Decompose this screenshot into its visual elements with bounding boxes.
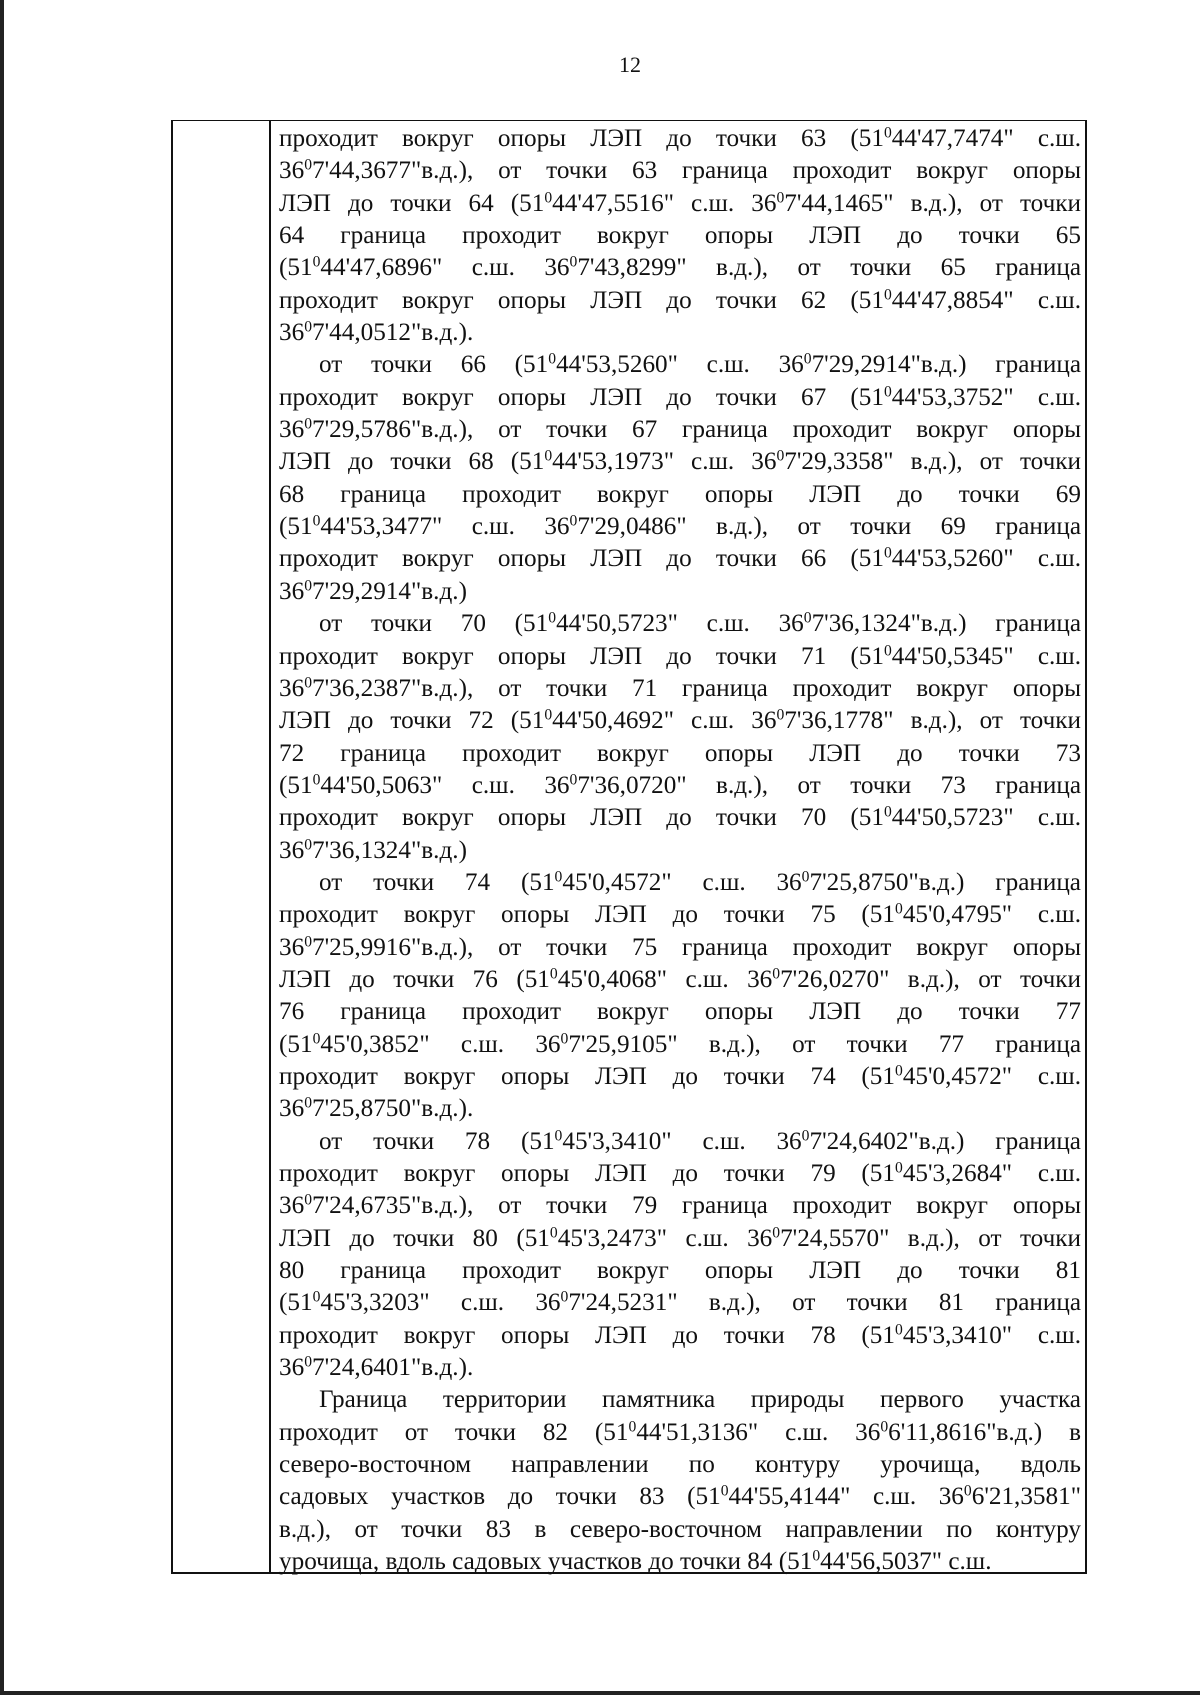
text-line: проходит вокруг опоры ЛЭП до точки 79 ($51^045'3,2684$" с.ш. bbox=[279, 1159, 1081, 1187]
text-line: от точки 66 ($51^044'53,5260$" с.ш. $36^07'29,2914"в.д$.) граница bbox=[319, 350, 1081, 379]
text-line: ($51^045'3,3203$" с.ш. $36^07'24,5231$" в.д.), от точки 81 граница bbox=[279, 1288, 1081, 1317]
text-line: от точки 78 ($51^045'3,3410$" с.ш. $36^07'24,6402"в.д$.) граница bbox=[319, 1127, 1081, 1155]
text-line: ЛЭП до точки 64 ($51^044'47,5516$" с.ш. $36^07'44,1465$" в.д.), от точки bbox=[279, 189, 1081, 217]
text-line: $36^07'44,0512"в.д$.). bbox=[279, 318, 474, 347]
text-line: урочища, вдоль садовых участков до точки 84 ($51^044'56,5037$" с.ш. bbox=[279, 1547, 992, 1576]
text-line: 64 граница проходит вокруг опоры ЛЭП до точки 65 bbox=[279, 222, 1081, 250]
text-line: проходит вокруг опоры ЛЭП до точки 66 ($51^044'53,5260$" с.ш. bbox=[279, 544, 1081, 573]
text-line: $36^07'36,2387"в.д$.), от точки 71 граница проходит вокруг опоры bbox=[279, 674, 1081, 702]
text-line: $36^07'25,8750"в.д$.). bbox=[279, 1094, 474, 1123]
text-line: проходит от точки 82 ($51^044'51,3136$" с.ш. $36^06'11,8616"в.д$.) в bbox=[279, 1418, 1081, 1446]
scan-edge-left bbox=[0, 0, 4, 1695]
text-line: проходит вокруг опоры ЛЭП до точки 70 ($51^044'50,5723$" с.ш. bbox=[279, 803, 1081, 832]
text-line: $36^07'29,5786"в.д$.), от точки 67 граница проходит вокруг опоры bbox=[279, 415, 1081, 444]
text-line: от точки 70 ($51^044'50,5723$" с.ш. $36^07'36,1324"в.д$.) граница bbox=[319, 609, 1081, 638]
table-empty-left-column bbox=[173, 121, 271, 1572]
text-line: ($51^044'50,5063$" с.ш. $36^07'36,0720$" в.д.), от точки 73 граница bbox=[279, 771, 1081, 799]
text-line: $36^07'25,9916"в.д$.), от точки 75 граница проходит вокруг опоры bbox=[279, 933, 1081, 961]
text-line: проходит вокруг опоры ЛЭП до точки 75 ($51^045'0,4795$" с.ш. bbox=[279, 900, 1081, 929]
text-line: 68 граница проходит вокруг опоры ЛЭП до точки 69 bbox=[279, 480, 1081, 508]
text-line: ($51^045'0,3852$" с.ш. $36^07'25,9105$" в.д.), от точки 77 граница bbox=[279, 1030, 1081, 1058]
text-line: ЛЭП до точки 68 ($51^044'53,1973$" с.ш. $36^07'29,3358$" в.д.), от точки bbox=[279, 447, 1081, 476]
page-number: 12 bbox=[619, 52, 641, 77]
text-line: ЛЭП до точки 76 ($51^045'0,4068$" с.ш. $36^07'26,0270$" в.д.), от точки bbox=[279, 965, 1081, 993]
text-line: проходит вокруг опоры ЛЭП до точки 62 ($51^044'47,8854$" с.ш. bbox=[279, 286, 1081, 314]
text-line: 76 граница проходит вокруг опоры ЛЭП до точки 77 bbox=[279, 998, 1081, 1026]
text-line: 80 граница проходит вокруг опоры ЛЭП до точки 81 bbox=[279, 1257, 1081, 1285]
text-line: ($51^044'47,6896$" с.ш. $36^07'43,8299$" в.д.), от точки 65 граница bbox=[279, 253, 1081, 282]
text-line: проходит вокруг опоры ЛЭП до точки 74 ($51^045'0,4572$" с.ш. bbox=[279, 1062, 1081, 1090]
text-line: ЛЭП до точки 72 ($51^044'50,4692$" с.ш. $36^07'36,1778$" в.д.), от точки bbox=[279, 706, 1081, 735]
text-line: $36^07'36,1324"в.д$.) bbox=[279, 835, 467, 864]
boundary-description-cell bbox=[279, 123, 1081, 1578]
boundary-table bbox=[171, 120, 1087, 1574]
scan-edge-bottom bbox=[0, 1691, 1200, 1695]
text-line: от точки 74 ($51^045'0,4572$" с.ш. $36^07'25,8750"в.д$.) граница bbox=[319, 868, 1081, 896]
text-line: проходит вокруг опоры ЛЭП до точки 71 ($51^044'50,5345$" с.ш. bbox=[279, 641, 1081, 670]
text-line: $36^07'24,6735"в.д$.), от точки 79 граница проходит вокруг опоры bbox=[279, 1191, 1081, 1220]
text-line: $36^07'24,6401"в.д$.). bbox=[279, 1353, 474, 1382]
text-line: ($51^044'53,3477$" с.ш. $36^07'29,0486$" в.д.), от точки 69 граница bbox=[279, 512, 1081, 541]
text-line: проходит вокруг опоры ЛЭП до точки 67 ($51^044'53,3752$" с.ш. bbox=[279, 383, 1081, 411]
text-line: 72 граница проходит вокруг опоры ЛЭП до точки 73 bbox=[279, 739, 1081, 767]
text-line: ЛЭП до точки 80 ($51^045'3,2473$" с.ш. $36^07'24,5570$" в.д.), от точки bbox=[279, 1224, 1081, 1252]
text-line: проходит вокруг опоры ЛЭП до точки 63 ($51^044'47,7474$" с.ш. bbox=[279, 124, 1081, 152]
text-line: северо-восточном направлении по контуру урочища, вдоль bbox=[279, 1451, 1081, 1479]
text-line: садовых участков до точки 83 ($51^044'55,4144$" с.ш. $36^06'21,3581$" bbox=[279, 1482, 1081, 1511]
text-line: в.д.), от точки 83 в северо-восточном направлении по контуру bbox=[279, 1515, 1081, 1543]
text-line: проходит вокруг опоры ЛЭП до точки 78 ($51^045'3,3410$" с.ш. bbox=[279, 1321, 1081, 1349]
text-line: Граница территории памятника природы первого участка bbox=[319, 1386, 1081, 1414]
text-line: $36^07'29,2914"в.д$.) bbox=[279, 577, 467, 605]
text-line: $36^07'44,3677"в.д$.), от точки 63 граница проходит вокруг опоры bbox=[279, 156, 1081, 185]
